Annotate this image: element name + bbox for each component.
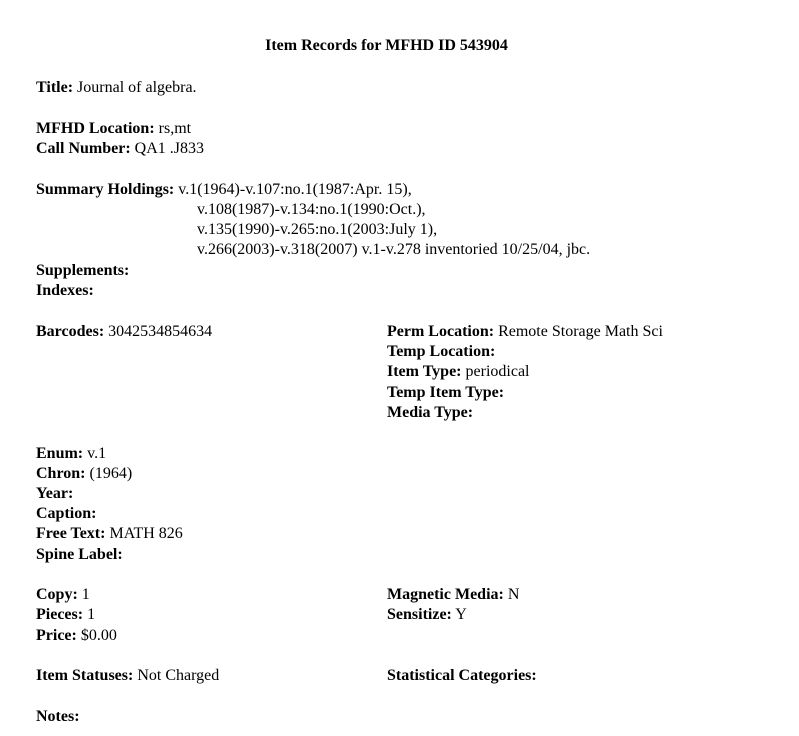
notes-label: Notes: [36,708,80,725]
year-label: Year: [36,485,74,502]
summary-holdings-line: v.135(1990)-v.265:no.1(2003:July 1), [197,221,438,238]
caption-field [36,504,96,524]
statistical-categories-field [387,666,537,686]
price-value: $0.00 [80,627,117,644]
item-statuses-field [36,666,219,686]
summary-holdings-line: v.1(1964)-v.107:no.1(1987:Apr. 15), [178,181,412,198]
call-number-label: Call Number: [36,140,131,157]
barcodes-field [36,322,212,342]
title-label: Title: [36,79,74,96]
summary-holdings-field [36,180,412,200]
item-type-field [387,362,529,382]
media-type-label: Media Type: [387,404,474,421]
chron-label: Chron: [36,465,86,482]
indexes-label: Indexes: [36,282,94,299]
copy-value: 1 [81,586,90,603]
barcodes-label: Barcodes: [36,323,105,340]
pieces-label: Pieces: [36,606,84,623]
statistical-categories-label: Statistical Categories: [387,667,537,684]
item-type-value: periodical [465,363,530,380]
free-text-value: MATH 826 [109,525,183,542]
price-label: Price: [36,627,77,644]
temp-location-label: Temp Location: [387,343,496,360]
supplements-field [36,261,129,281]
enum-field [36,444,106,464]
magnetic-media-value: N [507,586,520,603]
free-text-label: Free Text: [36,525,106,542]
enum-value: v.1 [87,445,107,462]
call-number-value: QA1 .J833 [134,140,204,157]
perm-location-label: Perm Location: [387,323,495,340]
temp-location-field [387,342,495,362]
free-text-field [36,524,183,544]
sensitize-field [387,605,467,625]
page-title: Item Records for MFHD ID 543904 [265,37,508,54]
sensitize-label: Sensitize: [387,606,452,623]
temp-item-type-label: Temp Item Type: [387,384,505,401]
item-statuses-label: Item Statuses: [36,667,134,684]
copy-label: Copy: [36,586,78,603]
supplements-label: Supplements: [36,262,130,279]
caption-label: Caption: [36,505,97,522]
mfhd-location-field [36,119,191,139]
year-field [36,484,73,504]
spine-label-label: Spine Label: [36,546,123,563]
pieces-field [36,605,95,625]
spine-label-field [36,545,123,565]
chron-value: (1964) [89,465,133,482]
perm-location-value: Remote Storage Math Sci [498,323,663,340]
temp-item-type-field [387,383,504,403]
title-value: Journal of algebra. [77,79,197,96]
copy-field [36,585,90,605]
summary-holdings-label: Summary Holdings: [36,181,175,198]
summary-holdings-line: v.108(1987)-v.134:no.1(1990:Oct.), [197,201,426,218]
summary-holdings-line: v.266(2003)-v.318(2007) v.1-v.278 inventoried 10/25/04, jbc. [197,241,591,258]
title-field [36,78,197,98]
magnetic-media-label: Magnetic Media: [387,586,504,603]
call-number-field [36,139,204,159]
perm-location-field [387,322,663,342]
item-type-label: Item Type: [387,363,462,380]
barcodes-value: 3042534854634 [108,323,213,340]
price-field [36,626,117,646]
media-type-field [387,403,473,423]
mfhd-location-value: rs,mt [158,120,192,137]
sensitize-value: Y [455,606,467,623]
pieces-value: 1 [87,606,96,623]
magnetic-media-field [387,585,519,605]
enum-label: Enum: [36,445,84,462]
mfhd-location-label: MFHD Location: [36,120,155,137]
item-statuses-value: Not Charged [137,667,220,684]
indexes-field [36,281,94,301]
notes-field [36,707,80,727]
chron-field [36,464,132,484]
